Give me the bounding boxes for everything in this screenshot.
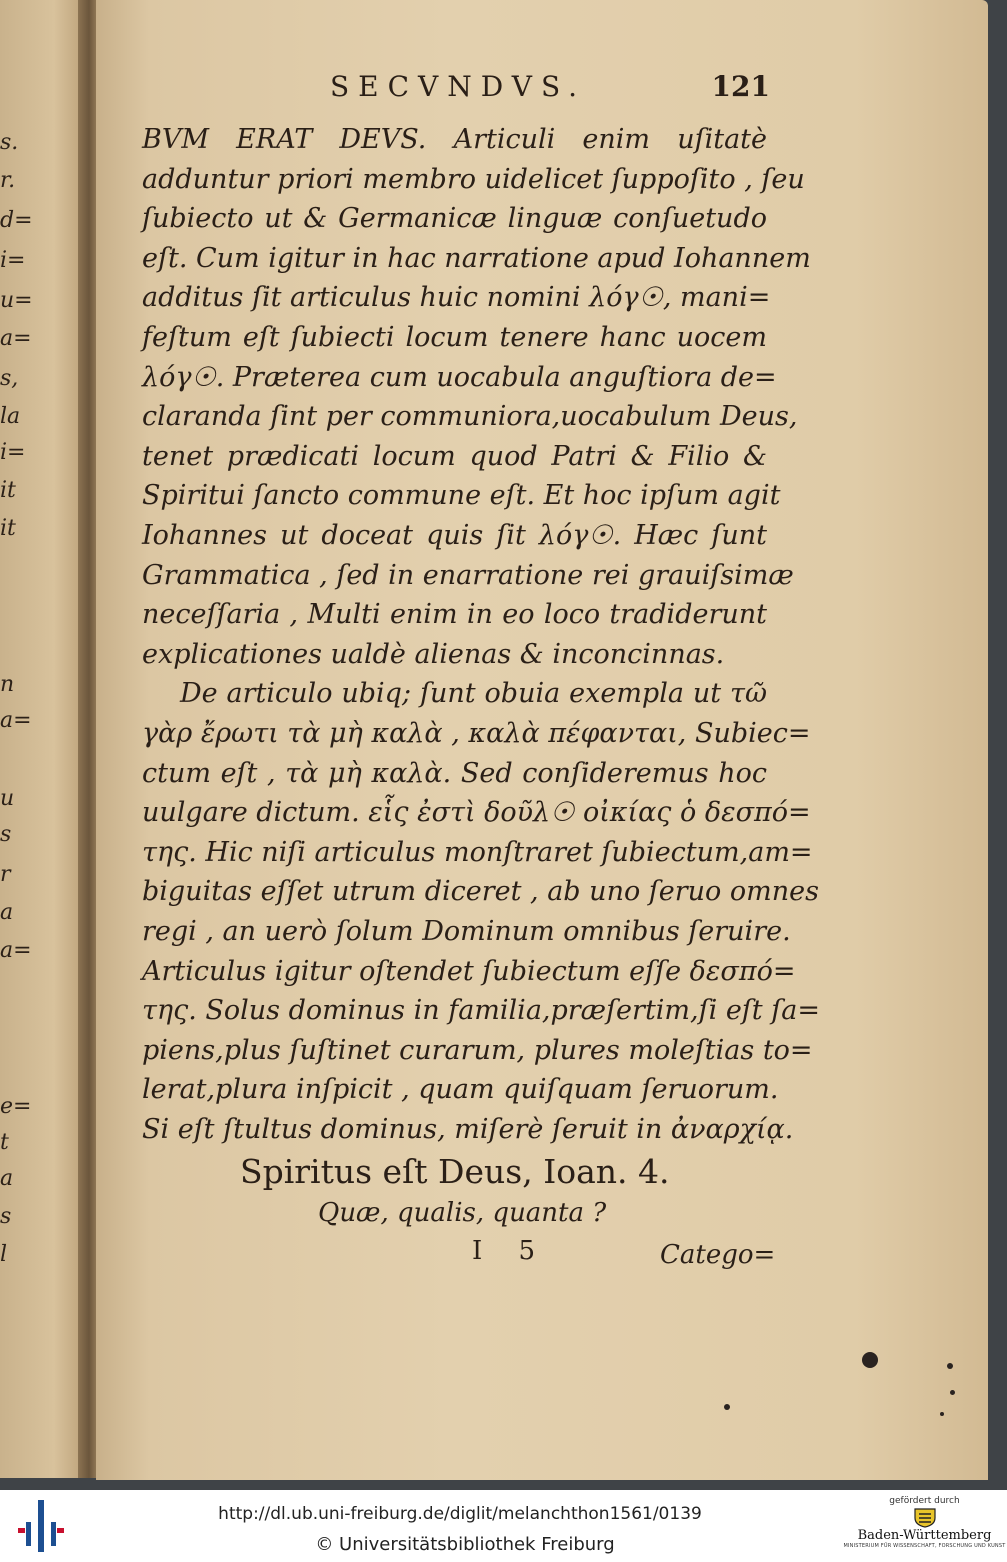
edge-fragment: a bbox=[0, 900, 14, 925]
edge-fragment: s bbox=[0, 1204, 12, 1229]
edge-fragment: a= bbox=[0, 326, 32, 351]
edge-fragment: s. bbox=[0, 130, 19, 155]
ink-spot bbox=[950, 1390, 955, 1395]
edge-fragment: a= bbox=[0, 938, 32, 963]
text-line: piens,plus ſuſtinet curarum, plures moleſtias to= bbox=[142, 1034, 813, 1066]
text-line: feſtum eſt ſubiecti locum tenere hanc uocem bbox=[142, 322, 767, 353]
edge-fragment: a bbox=[0, 1166, 14, 1191]
page-header bbox=[230, 70, 770, 110]
text-line: της. Hic niſi articulus monſtraret ſubiectum,am= bbox=[142, 836, 813, 868]
edge-fragment: u bbox=[0, 786, 15, 811]
text-line: ctum eſt , τὰ μὴ καλὰ. Sed conſideremus hoc bbox=[142, 757, 767, 789]
edge-fragment: s bbox=[0, 822, 12, 847]
ink-spot bbox=[940, 1412, 944, 1416]
text-line: biguitas eſſet utrum diceret , ab uno ſeruo omnes bbox=[142, 876, 819, 908]
edge-fragment: d= bbox=[0, 208, 33, 233]
funded-by-label: gefördert durch bbox=[889, 1496, 960, 1506]
text-line: BVM ERAT DEVS. Articuli enim uſitatè bbox=[142, 124, 767, 155]
edge-fragment: it bbox=[0, 516, 16, 541]
funder-block bbox=[842, 1496, 1007, 1558]
edge-fragment: r bbox=[0, 862, 11, 887]
coat-of-arms-icon bbox=[912, 1506, 938, 1528]
text-line: Iohannes ut doceat quis ſit λόγ☉. Hæc ſunt bbox=[142, 520, 767, 551]
viewer-footer bbox=[0, 1490, 1007, 1562]
ink-spot bbox=[862, 1352, 878, 1368]
text-line: explicationes ualdè alienas & inconcinnas. bbox=[142, 638, 725, 670]
section-heading: Spiritus eſt Deus, Ioan. 4. bbox=[240, 1152, 670, 1191]
edge-fragment: it bbox=[0, 478, 16, 503]
text-line: adduntur priori membro uidelicet ſuppoſito , ſeu bbox=[142, 163, 805, 195]
text-line: λόγ☉. Præterea cum uocabula anguſtiora de= bbox=[142, 361, 777, 393]
section-subheading: Quæ, qualis, quanta ? bbox=[318, 1198, 607, 1228]
edge-fragment: u= bbox=[0, 288, 33, 313]
edge-fragment: i= bbox=[0, 248, 26, 273]
ink-spot bbox=[724, 1404, 730, 1410]
edge-fragment: i= bbox=[0, 440, 26, 465]
document-url[interactable]: http://dl.ub.uni-freiburg.de/diglit/melanchthon1561/0139 bbox=[218, 1504, 702, 1524]
funder-ministry: MINISTERIUM FÜR WISSENSCHAFT, FORSCHUNG UND KUNST bbox=[843, 1543, 1006, 1549]
text-line: ſubiecto ut & Germanicæ linguæ conſuetudo bbox=[142, 203, 767, 235]
page-number: 121 bbox=[711, 70, 770, 103]
edge-fragment: n bbox=[0, 672, 15, 697]
text-line: γὰρ ἔρωτι τὰ μὴ καλὰ , καλὰ πέφανται, Subiec= bbox=[142, 718, 811, 749]
text-line: lerat,plura inſpicit , quam quiſquam ſeruorum. bbox=[142, 1074, 779, 1106]
edge-fragment: s, bbox=[0, 366, 19, 391]
edge-fragment: r. bbox=[0, 168, 16, 193]
text-line: Articulus igitur oſtendet ſubiectum eſſe δεσπό= bbox=[142, 955, 796, 987]
signature-mark: I 5 bbox=[472, 1236, 550, 1266]
left-page-edge bbox=[0, 0, 90, 1478]
edge-fragment: a= bbox=[0, 708, 32, 733]
edge-fragment: e= bbox=[0, 1094, 32, 1119]
text-line: eſt. Cum igitur in hac narratione apud Iohannem bbox=[142, 242, 811, 274]
text-line: της. Solus dominus in familia,præſertim,ſi eſt ſa= bbox=[142, 995, 820, 1027]
edge-fragment: la bbox=[0, 404, 21, 429]
funder-name: Baden-Württemberg bbox=[857, 1528, 992, 1543]
text-line: De articulo ubiq; ſunt obuia exempla ut τῶ bbox=[180, 678, 767, 710]
text-line: neceſſaria , Multi enim in eo loco tradiderunt bbox=[142, 599, 767, 631]
text-line: Grammatica , ſed in enarratione rei grauiſsimæ bbox=[142, 559, 794, 591]
text-line: additus ſit articulus huic nomini λόγ☉, mani= bbox=[142, 282, 771, 314]
edge-fragment: t bbox=[0, 1130, 9, 1155]
running-head: SECVNDVS. bbox=[330, 70, 587, 103]
text-line: uulgare dictum. εἷς ἐστὶ δοῦλ☉ οἰκίας ὁ δεσπό= bbox=[142, 797, 811, 829]
copyright-notice: © Universitätsbibliothek Freiburg bbox=[315, 1534, 615, 1555]
text-line: Spiritui ſancto commune eſt. Et hoc ipſum agit bbox=[142, 480, 781, 512]
ink-spot bbox=[947, 1363, 953, 1369]
edge-fragment: l bbox=[0, 1242, 8, 1267]
text-line: claranda ſint per communiora,uocabulum Deus, bbox=[142, 401, 798, 433]
text-line: tenet prædicati locum quod Patri & Filio & bbox=[142, 440, 767, 472]
text-line: regi , an uerò ſolum Dominum omnibus ſeruire. bbox=[142, 916, 791, 947]
text-line: Si eſt ſtultus dominus, miſerè ſeruit in ἀναρχίᾳ. bbox=[142, 1114, 794, 1145]
catchword: Catego= bbox=[660, 1240, 776, 1270]
